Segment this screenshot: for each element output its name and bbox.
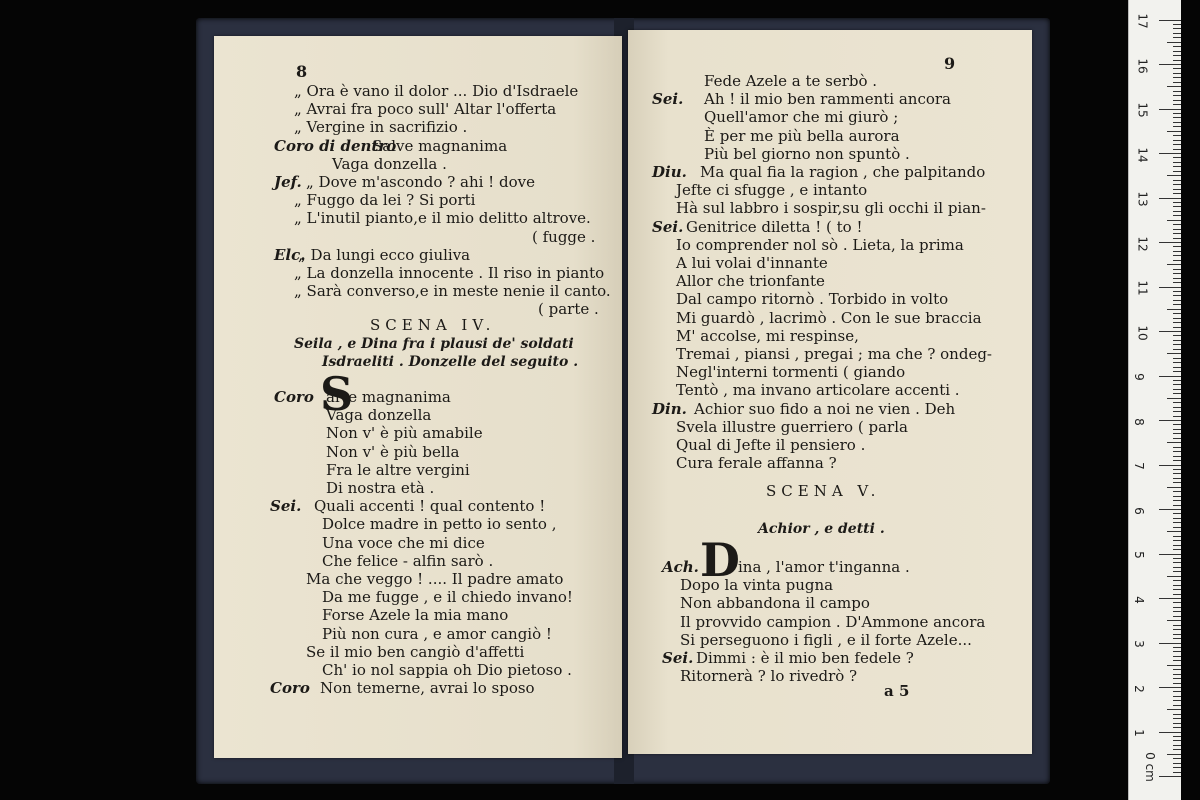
- ruler-tick: [1159, 287, 1181, 288]
- ruler-tick: [1173, 433, 1181, 434]
- ruler-tick: [1173, 278, 1181, 279]
- ruler-tick: [1159, 509, 1181, 510]
- ruler-tick: [1173, 411, 1181, 412]
- ruler-tick: [1173, 371, 1181, 372]
- ruler-tick: [1173, 678, 1181, 679]
- text-line: Da me fugge , e il chiedo invano!: [322, 588, 573, 607]
- ruler-tick: [1173, 229, 1181, 230]
- ruler-tick: [1173, 772, 1181, 773]
- ruler-tick: [1167, 309, 1181, 310]
- text-line: Achior suo fido a noi ne vien . Deh: [694, 399, 956, 418]
- ruler-tick: [1173, 656, 1181, 657]
- ruler-number: 7: [1131, 462, 1146, 470]
- ruler-tick: [1167, 531, 1181, 532]
- ruler-tick: [1167, 264, 1181, 265]
- ruler-tick: [1173, 767, 1181, 768]
- text-line: Ma che veggo ! .... Il padre amato: [306, 570, 564, 588]
- text-line: „ Sarà converso,e in meste nenie il canto.: [294, 282, 611, 301]
- text-line: Che felice - alfin sarò .: [322, 551, 494, 570]
- text-line: Dimmi : è il mio ben fedele ?: [696, 649, 914, 667]
- text-line: Forse Azele la mia mano: [322, 606, 509, 625]
- ruler-tick: [1173, 540, 1181, 541]
- text-line: Jefte ci sfugge , e intanto: [676, 181, 868, 200]
- ruler-tick: [1173, 77, 1181, 78]
- ruler-tick: [1173, 282, 1181, 283]
- ruler-tick: [1173, 100, 1181, 101]
- ruler-tick: [1173, 180, 1181, 181]
- ruler-tick: [1173, 171, 1181, 172]
- ruler-tick: [1173, 660, 1181, 661]
- speaker-label: Diu.: [652, 163, 687, 181]
- text-line: Fra le altre vergini: [326, 460, 470, 479]
- ruler-tick: [1173, 500, 1181, 501]
- ruler-tick: [1173, 616, 1181, 617]
- ruler-tick: [1173, 429, 1181, 430]
- ruler-tick: [1173, 202, 1181, 203]
- ruler-tick: [1173, 140, 1181, 141]
- ruler-tick: [1173, 407, 1181, 408]
- ruler-tick: [1173, 491, 1181, 492]
- ruler-tick: [1173, 246, 1181, 247]
- ruler-tick: [1159, 687, 1181, 688]
- ruler-number: 4: [1131, 595, 1146, 604]
- ruler-tick: [1173, 647, 1181, 648]
- text-line: Quell'amor che mi giurò ;: [704, 108, 899, 127]
- ruler-tick: [1173, 46, 1181, 47]
- ruler-tick: [1173, 567, 1181, 568]
- ruler-number: 3: [1131, 640, 1146, 648]
- speaker-label: Elc.: [274, 245, 306, 264]
- ruler-tick: [1173, 33, 1181, 34]
- ruler-tick: [1173, 518, 1181, 519]
- ruler-tick: [1159, 153, 1181, 154]
- ruler-tick: [1173, 683, 1181, 684]
- ruler-tick: [1159, 376, 1181, 377]
- ruler-tick: [1173, 24, 1181, 25]
- ruler-number: 13: [1135, 191, 1150, 207]
- drop-cap: D: [700, 533, 740, 587]
- ruler-tick: [1173, 68, 1181, 69]
- ruler-tick: [1173, 322, 1181, 323]
- ruler-tick: [1173, 122, 1181, 123]
- ruler-tick: [1173, 224, 1181, 225]
- ruler-tick: [1159, 20, 1181, 21]
- ruler-number: 2: [1131, 684, 1146, 693]
- ruler-tick: [1173, 482, 1181, 483]
- ruler-tick: [1173, 82, 1181, 83]
- ruler-tick: [1173, 291, 1181, 292]
- ruler-tick: [1173, 513, 1181, 514]
- ruler-tick: [1173, 335, 1181, 336]
- text-line: ( fugge .: [532, 227, 596, 246]
- speaker-label: Coro di dentro: [274, 136, 397, 155]
- speaker-label: Coro: [274, 388, 314, 406]
- ruler-tick: [1159, 732, 1181, 733]
- text-line: È per me più bella aurora: [704, 126, 900, 145]
- ruler-tick: [1173, 745, 1181, 746]
- text-line: Ch' io nol sappia oh Dio pietoso .: [322, 661, 572, 679]
- ruler-tick: [1159, 776, 1181, 777]
- ruler-tick: [1159, 331, 1181, 332]
- text-line: „ Avrai fra poco sull' Altar l'offerta: [294, 100, 557, 119]
- page-number: 9: [944, 54, 956, 73]
- text-line: Allor che trionfante: [676, 272, 825, 291]
- ruler-tick: [1173, 416, 1181, 417]
- ruler-number: 14: [1135, 146, 1150, 163]
- ruler-tick: [1173, 126, 1181, 127]
- text-line: Ma qual fia la ragion , che palpitando: [700, 163, 986, 181]
- ruler-tick: [1167, 665, 1181, 666]
- ruler-tick: [1173, 135, 1181, 136]
- ruler-tick: [1173, 571, 1181, 572]
- left-page: [214, 36, 622, 758]
- ruler-tick: [1173, 60, 1181, 61]
- ruler-tick: [1173, 705, 1181, 706]
- ruler-tick: [1173, 736, 1181, 737]
- ruler-tick: [1173, 638, 1181, 639]
- text-line: „ L'inutil pianto,e il mio delitto altrove.: [294, 209, 591, 228]
- ruler-tick: [1159, 109, 1181, 110]
- ruler-tick: [1173, 447, 1181, 448]
- text-line: Non abbandona il campo: [680, 594, 870, 613]
- ruler-tick: [1167, 442, 1181, 443]
- ruler-number: 5: [1131, 551, 1146, 559]
- text-line: Più bel giorno non spuntò .: [704, 144, 910, 163]
- ruler-tick: [1173, 95, 1181, 96]
- ruler-tick: [1159, 420, 1181, 421]
- ruler-tick: [1173, 104, 1181, 105]
- text-line: Il provvido campion . D'Ammone ancora: [680, 612, 986, 631]
- scene-title: SCENA IV.: [370, 316, 496, 334]
- text-line: Quali accenti ! qual contento !: [314, 497, 546, 516]
- text-line: Mi guardò , lacrimò . Con le sue braccia: [676, 308, 982, 327]
- ruler-tick: [1173, 469, 1181, 470]
- text-line: Genitrice diletta ! ( to !: [686, 217, 863, 236]
- ruler-tick: [1173, 714, 1181, 715]
- text-line: Hà sul labbro i sospir,su gli occhi il pian-: [676, 199, 986, 218]
- ruler-tick: [1173, 505, 1181, 506]
- text-line: Ah ! il mio ben rammenti ancora: [704, 90, 951, 109]
- speaker-label: Ach.: [662, 558, 699, 576]
- ruler-tick: [1173, 255, 1181, 256]
- text-line: Svela illustre guerriero ( parla: [676, 417, 908, 436]
- ruler-tick: [1173, 473, 1181, 474]
- ruler-tick: [1159, 598, 1181, 599]
- ruler-tick: [1173, 700, 1181, 701]
- ruler-tick: [1159, 465, 1181, 466]
- ruler-tick: [1173, 438, 1181, 439]
- ruler-tick: [1173, 558, 1181, 559]
- ruler-number: 9: [1131, 373, 1146, 381]
- ruler-tick: [1173, 527, 1181, 528]
- catchword: a 5: [884, 682, 910, 700]
- text-line: „ Fuggo da lei ? Si porti: [294, 191, 476, 210]
- ruler-tick: [1173, 393, 1181, 394]
- text-line: alve magnanima: [326, 388, 451, 406]
- text-line: Più non cura , e amor cangiò !: [322, 624, 552, 643]
- ruler-number: 6: [1131, 506, 1146, 515]
- ruler-tick: [1167, 487, 1181, 488]
- text-line: „ Ora è vano il dolor ... Dio d'Isdraele: [294, 82, 579, 100]
- ruler-tick: [1173, 594, 1181, 595]
- ruler-tick: [1167, 576, 1181, 577]
- ruler-tick: [1173, 313, 1181, 314]
- right-page: [628, 30, 1032, 754]
- ruler-tick: [1173, 740, 1181, 741]
- ruler-tick: [1173, 384, 1181, 385]
- ruler-tick: [1173, 691, 1181, 692]
- ruler-number: 1: [1131, 729, 1146, 737]
- ruler-tick: [1173, 206, 1181, 207]
- scene-description: Seila , e Dina fra i plausi de' soldati: [294, 336, 574, 352]
- ruler-tick: [1173, 340, 1181, 341]
- ruler-tick: [1173, 522, 1181, 523]
- speaker-label: Sei.: [662, 649, 694, 667]
- ruler-tick: [1173, 580, 1181, 581]
- ruler-tick: [1173, 367, 1181, 368]
- ruler-tick: [1173, 763, 1181, 764]
- ruler-tick: [1173, 349, 1181, 350]
- text-line: Qual di Jefte il pensiero .: [676, 436, 866, 454]
- ruler-tick: [1173, 184, 1181, 185]
- ruler-number: 8: [1131, 417, 1146, 426]
- page-number: 8: [296, 62, 308, 81]
- ruler-tick: [1167, 175, 1181, 176]
- text-line: „ La donzella innocente . Il riso in pianto: [294, 264, 605, 282]
- ruler-tick: [1167, 220, 1181, 221]
- speaker-label: Coro: [270, 679, 310, 698]
- text-line: Negl'interni tormenti ( giando: [676, 363, 906, 382]
- ruler-tick: [1167, 131, 1181, 132]
- text-line: Ritornerà ? lo rivedrò ?: [680, 667, 858, 686]
- ruler-tick: [1173, 611, 1181, 612]
- text-line: Si perseguono i figli , e il forte Azele...: [680, 630, 972, 649]
- ruler-tick: [1173, 211, 1181, 212]
- measurement-ruler: [1128, 0, 1181, 800]
- ruler-tick: [1173, 117, 1181, 118]
- speaker-label: Jef.: [274, 173, 302, 191]
- ruler-tick: [1173, 300, 1181, 301]
- ruler-tick: [1167, 353, 1181, 354]
- text-line: „ Dove m'ascondo ? ahi ! dove: [306, 173, 535, 191]
- text-line: Cura ferale affanna ?: [676, 454, 837, 473]
- ruler-tick: [1173, 718, 1181, 719]
- ruler-tick: [1173, 460, 1181, 461]
- ruler-number: 16: [1135, 57, 1150, 74]
- ruler-tick: [1173, 144, 1181, 145]
- text-line: Di nostra età .: [326, 479, 435, 497]
- speaker-label: Sei.: [652, 90, 684, 109]
- ruler-tick: [1173, 149, 1181, 150]
- text-line: „ Da lungi ecco giuliva: [298, 245, 471, 264]
- ruler-tick: [1173, 157, 1181, 158]
- speaker-label: Din.: [652, 399, 687, 418]
- ruler-tick: [1173, 696, 1181, 697]
- text-line: ( parte .: [538, 300, 599, 319]
- text-line: Una voce che mi dice: [322, 533, 485, 552]
- ruler-tick: [1167, 86, 1181, 87]
- ruler-tick: [1173, 113, 1181, 114]
- text-line: Tentò , ma invano articolare accenti .: [676, 381, 960, 400]
- ruler-tick: [1173, 28, 1181, 29]
- ruler-tick: [1173, 749, 1181, 750]
- ruler-tick: [1167, 709, 1181, 710]
- ruler-tick: [1173, 91, 1181, 92]
- text-line: Vaga donzella: [326, 406, 432, 425]
- ruler-tick: [1173, 669, 1181, 670]
- ruler-number: 17: [1135, 13, 1150, 29]
- scene-title: SCENA V.: [766, 482, 881, 500]
- ruler-tick: [1173, 478, 1181, 479]
- ruler-number: 11: [1135, 280, 1150, 296]
- ruler-tick: [1173, 625, 1181, 626]
- text-line: ina , l'amor t'inganna .: [738, 558, 910, 576]
- text-line: Tremai , piansi , pregai ; ma che ? ondeg-: [676, 345, 992, 363]
- text-line: Dolce madre in petto io sento ,: [322, 515, 557, 534]
- ruler-tick: [1173, 73, 1181, 74]
- text-line: M' accolse, mi respinse,: [676, 326, 859, 345]
- ruler-tick: [1159, 242, 1181, 243]
- ruler-tick: [1173, 273, 1181, 274]
- ruler-tick: [1173, 389, 1181, 390]
- ruler-tick: [1173, 193, 1181, 194]
- ruler-tick: [1173, 162, 1181, 163]
- ruler-tick: [1173, 585, 1181, 586]
- speaker-label: Sei.: [652, 217, 684, 236]
- ruler-number: 12: [1135, 235, 1150, 252]
- ruler-tick: [1173, 496, 1181, 497]
- ruler-tick: [1173, 451, 1181, 452]
- ruler-tick: [1173, 651, 1181, 652]
- drop-cap: S: [320, 367, 354, 421]
- ruler-tick: [1173, 589, 1181, 590]
- ruler-tick: [1173, 549, 1181, 550]
- ruler-tick: [1173, 562, 1181, 563]
- ruler-tick: [1173, 51, 1181, 52]
- ruler-tick: [1173, 55, 1181, 56]
- ruler-tick: [1173, 269, 1181, 270]
- ruler-tick: [1173, 358, 1181, 359]
- ruler-tick: [1173, 233, 1181, 234]
- ruler-tick: [1173, 607, 1181, 608]
- ruler-tick: [1173, 362, 1181, 363]
- ruler-number: 10: [1135, 324, 1150, 341]
- ruler-tick: [1173, 327, 1181, 328]
- ruler-tick: [1173, 723, 1181, 724]
- ruler-tick: [1167, 42, 1181, 43]
- ruler-tick: [1173, 380, 1181, 381]
- ruler-tick: [1159, 64, 1181, 65]
- ruler-tick: [1173, 424, 1181, 425]
- ruler-tick: [1173, 536, 1181, 537]
- ruler-unit-label: 0 cm: [1142, 752, 1157, 782]
- scene-description: Isdraeliti . Donzelle del seguito .: [322, 354, 579, 370]
- text-line: Dal campo ritornò . Torbido in volto: [676, 290, 949, 309]
- ruler-tick: [1173, 629, 1181, 630]
- ruler-tick: [1173, 318, 1181, 319]
- text-line: Non temerne, avrai lo sposo: [320, 679, 535, 698]
- ruler-tick: [1159, 198, 1181, 199]
- ruler-tick: [1167, 398, 1181, 399]
- ruler-tick: [1173, 295, 1181, 296]
- ruler-tick: [1173, 545, 1181, 546]
- ruler-tick: [1173, 456, 1181, 457]
- ruler-tick: [1173, 344, 1181, 345]
- ruler-tick: [1173, 634, 1181, 635]
- scene-description: Achior , e detti .: [758, 521, 885, 537]
- ruler-tick: [1173, 251, 1181, 252]
- ruler-tick: [1173, 215, 1181, 216]
- ruler-tick: [1173, 304, 1181, 305]
- text-line: A lui volai d'innante: [676, 254, 828, 272]
- ruler-tick: [1167, 754, 1181, 755]
- text-line: Se il mio ben cangiò d'affetti: [306, 642, 525, 661]
- text-line: Non v' è più bella: [326, 442, 460, 461]
- text-line: „ Vergine in sacrifizio .: [294, 118, 468, 137]
- ruler-tick: [1159, 554, 1181, 555]
- ruler-tick: [1173, 758, 1181, 759]
- speaker-label: Sei.: [270, 497, 302, 516]
- ruler-tick: [1159, 643, 1181, 644]
- ruler-number: 15: [1135, 102, 1150, 118]
- text-line: Fede Azele a te serbò .: [704, 72, 878, 90]
- text-line: Dopo la vinta pugna: [680, 576, 834, 595]
- ruler-tick: [1173, 166, 1181, 167]
- ruler-tick: [1173, 402, 1181, 403]
- text-line: Vaga donzella .: [332, 154, 447, 173]
- text-line: Non v' è più amabile: [326, 424, 483, 443]
- ruler-tick: [1173, 260, 1181, 261]
- ruler-tick: [1173, 37, 1181, 38]
- ruler-tick: [1173, 189, 1181, 190]
- ruler-tick: [1167, 620, 1181, 621]
- ruler-tick: [1173, 602, 1181, 603]
- ruler-tick: [1173, 238, 1181, 239]
- text-line: Salve magnanima: [372, 136, 508, 155]
- ruler-tick: [1173, 674, 1181, 675]
- ruler-tick: [1173, 727, 1181, 728]
- text-line: Io comprender nol sò . Lieta, la prima: [676, 235, 964, 254]
